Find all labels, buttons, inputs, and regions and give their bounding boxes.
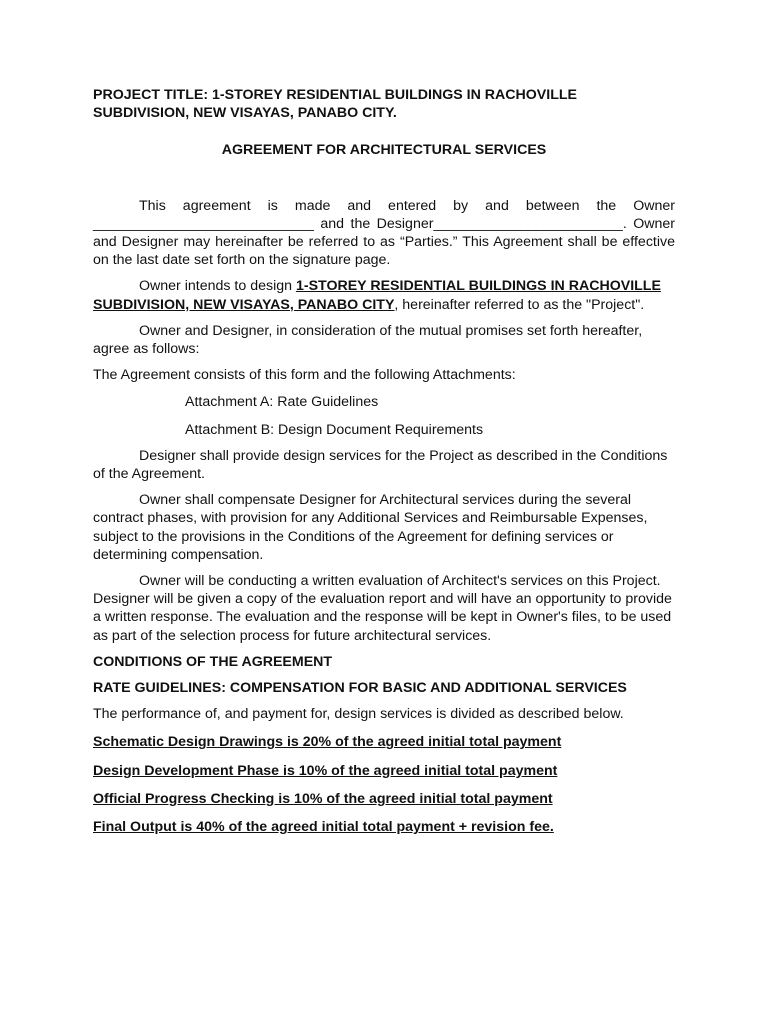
intro-text-a: This agreement is made and entered by and between the Owner (139, 197, 675, 214)
designer-paragraph: Designer shall provide design services for the Project as described in the Conditions of the Agreement. (93, 447, 668, 483)
document-page (93, 86, 675, 836)
mutual-paragraph: Owner and Designer, in consideration of the mutual promises set forth hereafter, agree as follows: (93, 322, 643, 358)
project-name: 1-STOREY RESIDENTIAL BUILDINGS IN RACHOVILLE SUBDIVISION, NEW VISAYAS, PANABO CITY (93, 278, 661, 313)
project-paragraph (93, 277, 675, 313)
consists-paragraph: The Agreement consists of this form and the following Attachments: (93, 367, 516, 384)
payment-development: Design Development Phase is 10% of the agreed initial total payment (93, 762, 558, 779)
compensate-paragraph: Owner shall compensate Designer for Architectural services during the several contract phases, with provision for any Additional Services and Reimbursable Expenses, subject to the provisions in the Conditions of the Agreement for defining services or determining compensation. (93, 492, 648, 563)
payment-progress: Official Progress Checking is 10% of the agreed initial total payment (93, 790, 553, 807)
project-tail: , hereinafter referred to as the "Project". (394, 296, 645, 313)
attachment-a: Attachment A: Rate Guidelines (185, 394, 379, 411)
project-lead: Owner intends to design (139, 278, 296, 295)
payment-schematic: Schematic Design Drawings is 20% of the agreed initial total payment (93, 734, 562, 751)
rate-heading: RATE GUIDELINES: COMPENSATION FOR BASIC AND ADDITIONAL SERVICES (93, 680, 627, 697)
evaluation-paragraph: Owner will be conducting a written evaluation of Architect's services on this Project. Designer will be given a copy of the evaluation report and will have an opportunity to provide a written response. The evaluation and the response will be kept in Owner's files, to be used as part of the selection process for future architectural services. (93, 573, 672, 644)
intro-text-c: . Owner and Designer may hereinafter be referred to as “Parties.” This Agreement shall be effective on the last date set forth on the signature page. (93, 215, 676, 269)
agreement-heading: AGREEMENT FOR ARCHITECTURAL SERVICES (221, 142, 547, 159)
designer-blank: ________________________ (433, 215, 623, 232)
project-title: PROJECT TITLE: 1-STOREY RESIDENTIAL BUILDINGS IN RACHOVILLE SUBDIVISION, NEW VISAYAS, PANABO CITY. (93, 87, 577, 122)
intro-paragraph (93, 197, 675, 270)
performance-paragraph: The performance of, and payment for, design services is divided as described below. (93, 706, 624, 723)
payment-final: Final Output is 40% of the agreed initial total payment + revision fee. (93, 819, 554, 836)
attachment-b: Attachment B: Design Document Requirements (185, 421, 484, 438)
conditions-heading: CONDITIONS OF THE AGREEMENT (93, 653, 333, 670)
intro-text-b: and the Designer (313, 215, 434, 232)
owner-blank: ____________________________ (93, 215, 314, 232)
